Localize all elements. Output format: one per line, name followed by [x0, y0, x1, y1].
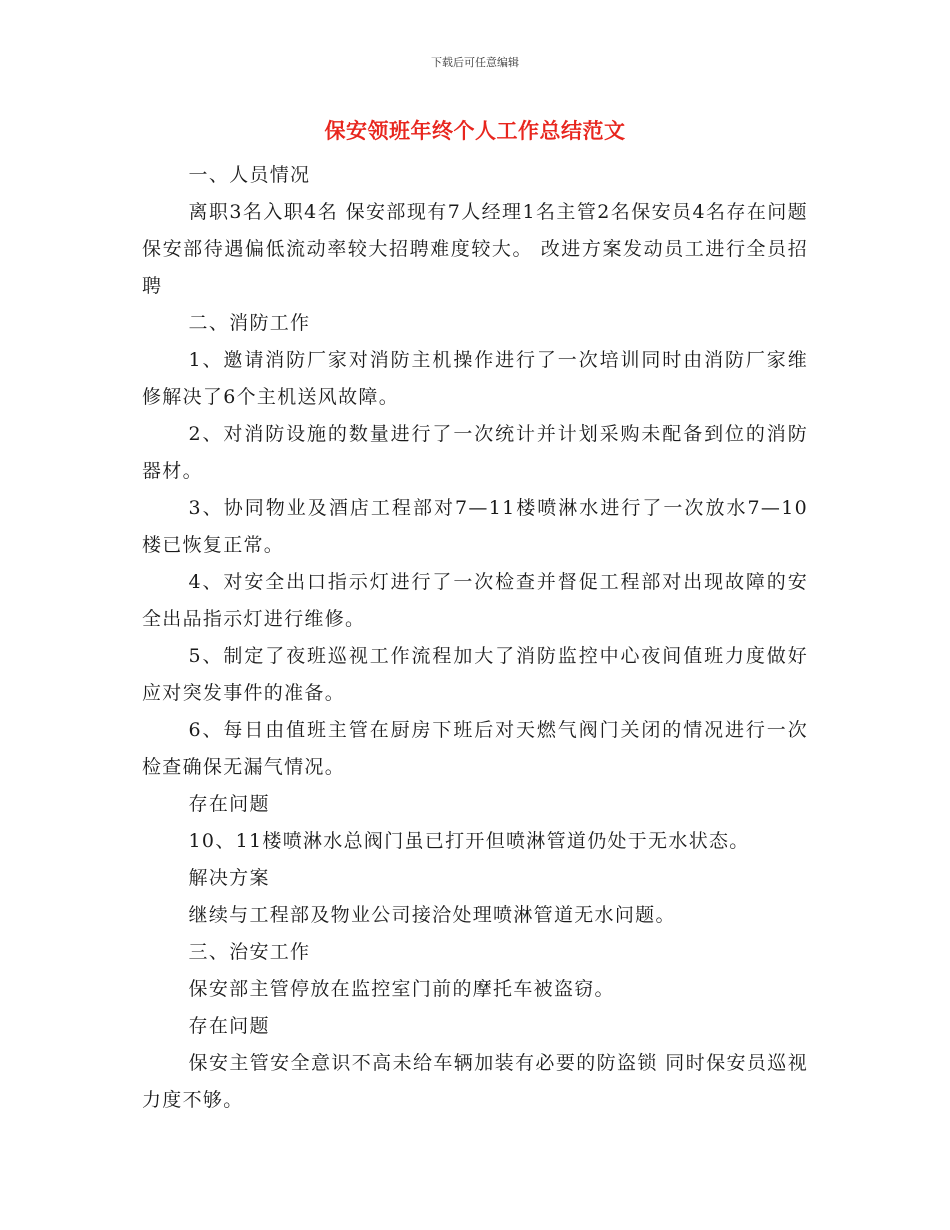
list-item: 1、邀请消防厂家对消防主机操作进行了一次培训同时由消防厂家维修解决了6个主机送风故障。	[142, 349, 808, 408]
list-item: 2、对消防设施的数量进行了一次统计并计划采购未配备到位的消防器材。	[142, 423, 808, 482]
body-paragraph: 继续与工程部及物业公司接洽处理喷淋管道无水问题。	[188, 904, 676, 926]
document-title: 保安领班年终个人工作总结范文	[324, 119, 626, 143]
section-heading: 一、人员情况	[188, 164, 311, 186]
document-body	[142, 157, 808, 1119]
section-heading: 二、消防工作	[188, 312, 311, 334]
section-heading: 三、治安工作	[188, 941, 311, 963]
list-item: 4、对安全出口指示灯进行了一次检查并督促工程部对出现故障的安全出品指示灯进行维修。	[142, 571, 808, 630]
body-paragraph: 保安主管安全意识不高未给车辆加装有必要的防盗锁 同时保安员巡视力度不够。	[142, 1052, 808, 1111]
body-paragraph: 离职3名入职4名 保安部现有7人经理1名主管2名保安员4名存在问题保安部待遇偏低流动率较大招聘难度较大。 改进方案发动员工进行全员招聘	[142, 201, 808, 297]
body-paragraph: 10、11楼喷淋水总阀门虽已打开但喷淋管道仍处于无水状态。	[188, 830, 750, 852]
subheading: 存在问题	[188, 793, 270, 815]
subheading: 存在问题	[188, 1015, 270, 1037]
body-paragraph: 保安部主管停放在监控室门前的摩托车被盗窃。	[188, 978, 615, 1000]
subheading: 解决方案	[188, 867, 270, 889]
list-item: 6、每日由值班主管在厨房下班后对天燃气阀门关闭的情况进行一次检查确保无漏气情况。	[142, 719, 808, 778]
list-item: 5、制定了夜班巡视工作流程加大了消防监控中心夜间值班力度做好应对突发事件的准备。	[142, 645, 808, 704]
header-note: 下载后可任意编辑	[431, 56, 519, 69]
list-item: 3、协同物业及酒店工程部对7—11楼喷淋水进行了一次放水7—10楼已恢复正常。	[142, 497, 808, 556]
